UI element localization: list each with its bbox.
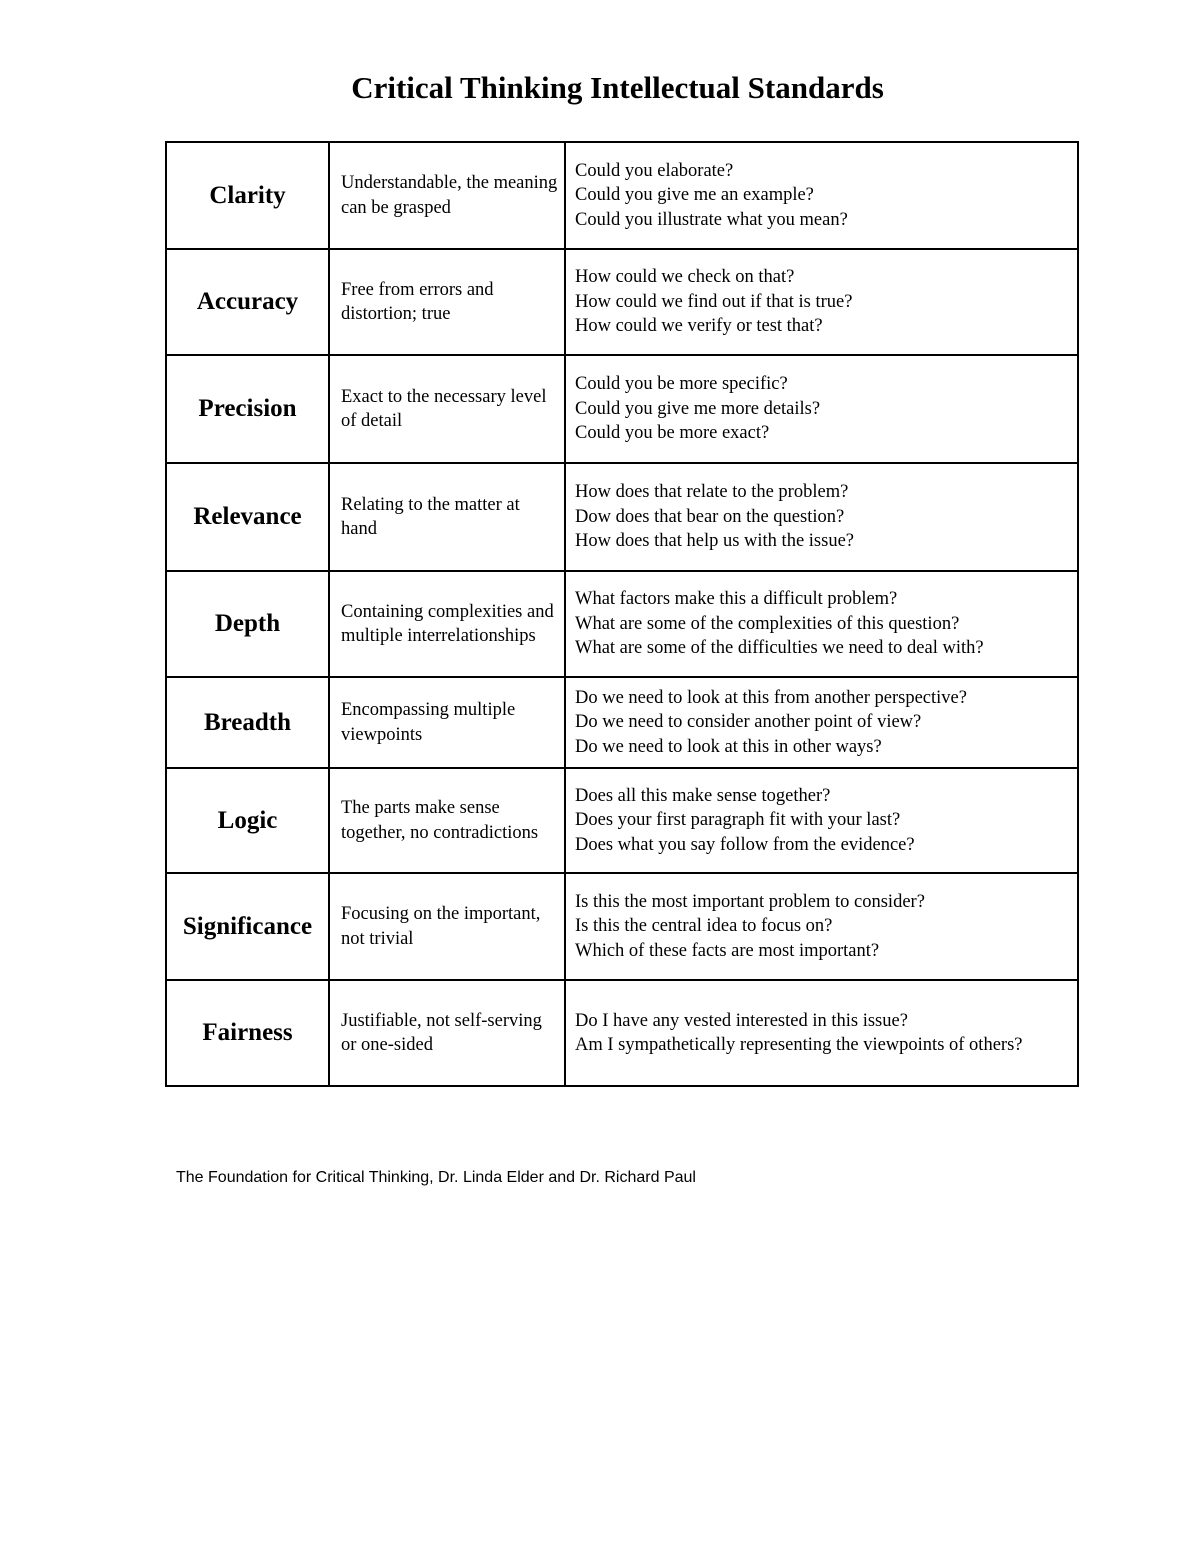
question: How could we find out if that is true? [575,291,853,312]
question: Which of these facts are most important? [575,940,880,961]
question: How could we verify or test that? [575,316,823,337]
standard-questions [565,355,1078,463]
standard-definition: Free from errors and distortion; true [329,249,565,355]
question: What factors make this a difficult problem? [575,589,898,610]
table-row [166,463,1078,571]
question: What are some of the complexities of this question? [575,613,960,634]
table-row [166,980,1078,1086]
question: How does that relate to the problem? [575,482,849,503]
table-row [166,249,1078,355]
page-title: Critical Thinking Intellectual Standards [351,70,884,105]
question: Could you illustrate what you mean? [575,209,848,230]
standard-questions [565,249,1078,355]
standard-name: Accuracy [166,249,329,355]
question: Do I have any vested interested in this issue? [575,1010,908,1031]
question: Is this the most important problem to consider? [575,891,925,912]
standards-table [165,141,1079,1087]
question: Do we need to consider another point of view? [575,712,922,733]
standard-definition: Encompassing multiple viewpoints [329,677,565,768]
table-row [166,768,1078,873]
standard-questions [565,768,1078,873]
standard-questions [565,980,1078,1086]
standard-definition: The parts make sense together, no contradictions [329,768,565,873]
standard-definition: Justifiable, not self-serving or one-sided [329,980,565,1086]
question: Could you give me more details? [575,398,821,419]
question: How does that help us with the issue? [575,531,854,552]
question: Does your first paragraph fit with your last? [575,810,901,831]
question: Am I sympathetically representing the viewpoints of others? [575,1035,1023,1055]
standard-definition: Exact to the necessary level of detail [329,355,565,463]
standard-name: Logic [166,768,329,873]
question: Could you give me an example? [575,185,814,206]
standard-name: Significance [166,873,329,980]
question: Does what you say follow from the evidence? [575,834,915,855]
question: How could we check on that? [575,267,795,288]
standard-definition: Understandable, the meaning can be grasped [329,142,565,249]
standard-name: Fairness [166,980,329,1086]
table-row [166,677,1078,768]
standard-questions [565,571,1078,677]
table-row [166,142,1078,249]
standard-name: Clarity [166,142,329,249]
footer-credit: The Foundation for Critical Thinking, Dr. Linda Elder and Dr. Richard Paul [176,1169,696,1186]
question: Does all this make sense together? [575,785,831,806]
question: Could you be more exact? [575,423,770,444]
question: What are some of the difficulties we need to deal with? [575,638,984,659]
standard-definition: Focusing on the important, not trivial [329,873,565,980]
standard-questions [565,873,1078,980]
question: Could you be more specific? [575,374,788,395]
standard-name: Depth [166,571,329,677]
standard-name: Breadth [166,677,329,768]
standard-name: Precision [166,355,329,463]
question: Could you elaborate? [575,160,734,181]
standard-questions [565,142,1078,249]
question: Do we need to look at this from another perspective? [575,687,967,708]
standard-questions [565,463,1078,571]
standard-questions [565,677,1078,768]
table-row [166,571,1078,677]
table-row [166,355,1078,463]
question: Dow does that bear on the question? [575,506,845,527]
standard-definition: Containing complexities and multiple interrelationships [329,571,565,677]
question: Is this the central idea to focus on? [575,916,833,937]
question: Do we need to look at this in other ways? [575,736,882,757]
standard-name: Relevance [166,463,329,571]
standard-definition: Relating to the matter at hand [329,463,565,571]
table-row [166,873,1078,980]
